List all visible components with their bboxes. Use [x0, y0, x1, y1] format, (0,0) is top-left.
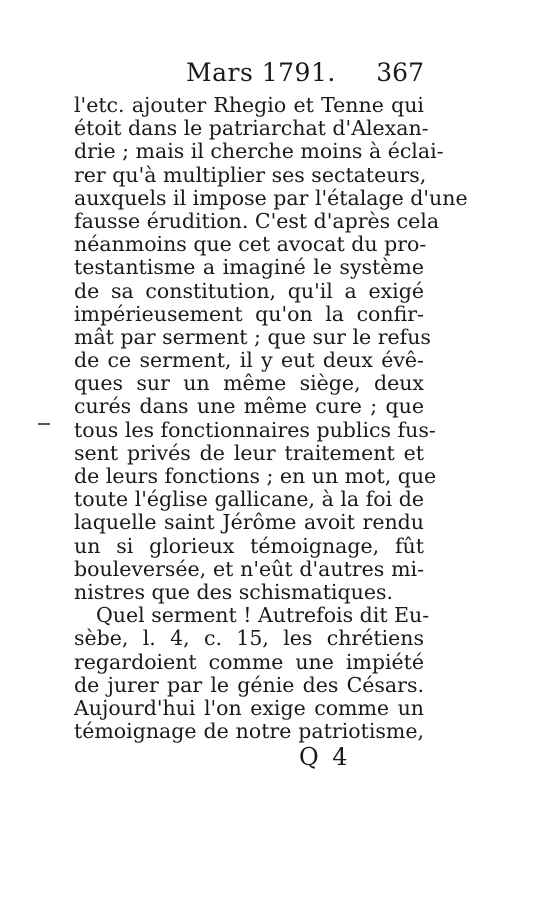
text-line: curés dans une même cure ; que — [74, 394, 424, 419]
text-line: bouleversée, et n'eût d'autres mi- — [74, 556, 424, 581]
page-header — [74, 58, 424, 92]
text-line: laquelle saint Jérôme avoit rendu — [74, 510, 424, 535]
text-line: de jurer par le génie des Césars. — [74, 672, 424, 697]
text-line: regardoient comme une impiété — [74, 649, 424, 674]
text-line: néanmoins que cet avocat du pro- — [74, 232, 427, 257]
running-title: Mars 1791. — [186, 58, 336, 87]
text-line: sent privés de leur traitement et — [74, 440, 424, 465]
text-line: drie ; mais il cherche moins à éclai- — [74, 139, 444, 164]
text-line: ques sur un même siège, deux — [74, 371, 424, 396]
body-text — [74, 93, 468, 744]
text-line: Quel serment ! Autrefois dit Eu- — [96, 603, 430, 628]
page-number: 367 — [376, 58, 424, 87]
text-line: de leurs fonctions ; en un mot, que — [74, 464, 437, 488]
text-line: un si glorieux témoignage, fût — [74, 533, 424, 558]
text-line: étoit dans le patriarchat d'Alexan- — [74, 116, 429, 141]
text-line: auxquels il impose par l'étalage d'une — [74, 185, 468, 210]
text-line: Aujourd'hui l'on exige comme un — [74, 695, 424, 720]
text-line: de sa constitution, qu'il a exigé — [74, 278, 424, 303]
text-line: témoignage de notre patriotisme, — [74, 719, 424, 744]
text-line: l'etc. ajouter Rhegio et Tenne qui — [74, 93, 424, 117]
text-line: nistres que des schismatiques. — [74, 579, 393, 604]
text-line: testantisme a imaginé le système — [74, 255, 424, 280]
margin-mark — [38, 423, 50, 425]
text-line: tous les fonctionnaires publics fus- — [74, 417, 436, 442]
text-line: toute l'église gallicane, à la foi de — [74, 487, 424, 512]
text-line: mât par serment ; que sur le refus — [74, 324, 431, 349]
text-line: sèbe, l. 4, c. 15, les chrétiens — [74, 626, 424, 651]
text-line: impérieusement qu'on la confir- — [74, 301, 424, 326]
text-line: rer qu'à multiplier ses sectateurs, — [74, 162, 427, 187]
catchword: Q 4 — [299, 743, 351, 771]
text-line: fausse érudition. C'est d'après cela — [74, 208, 440, 233]
text-line: de ce serment, il y eut deux évê- — [74, 348, 424, 373]
